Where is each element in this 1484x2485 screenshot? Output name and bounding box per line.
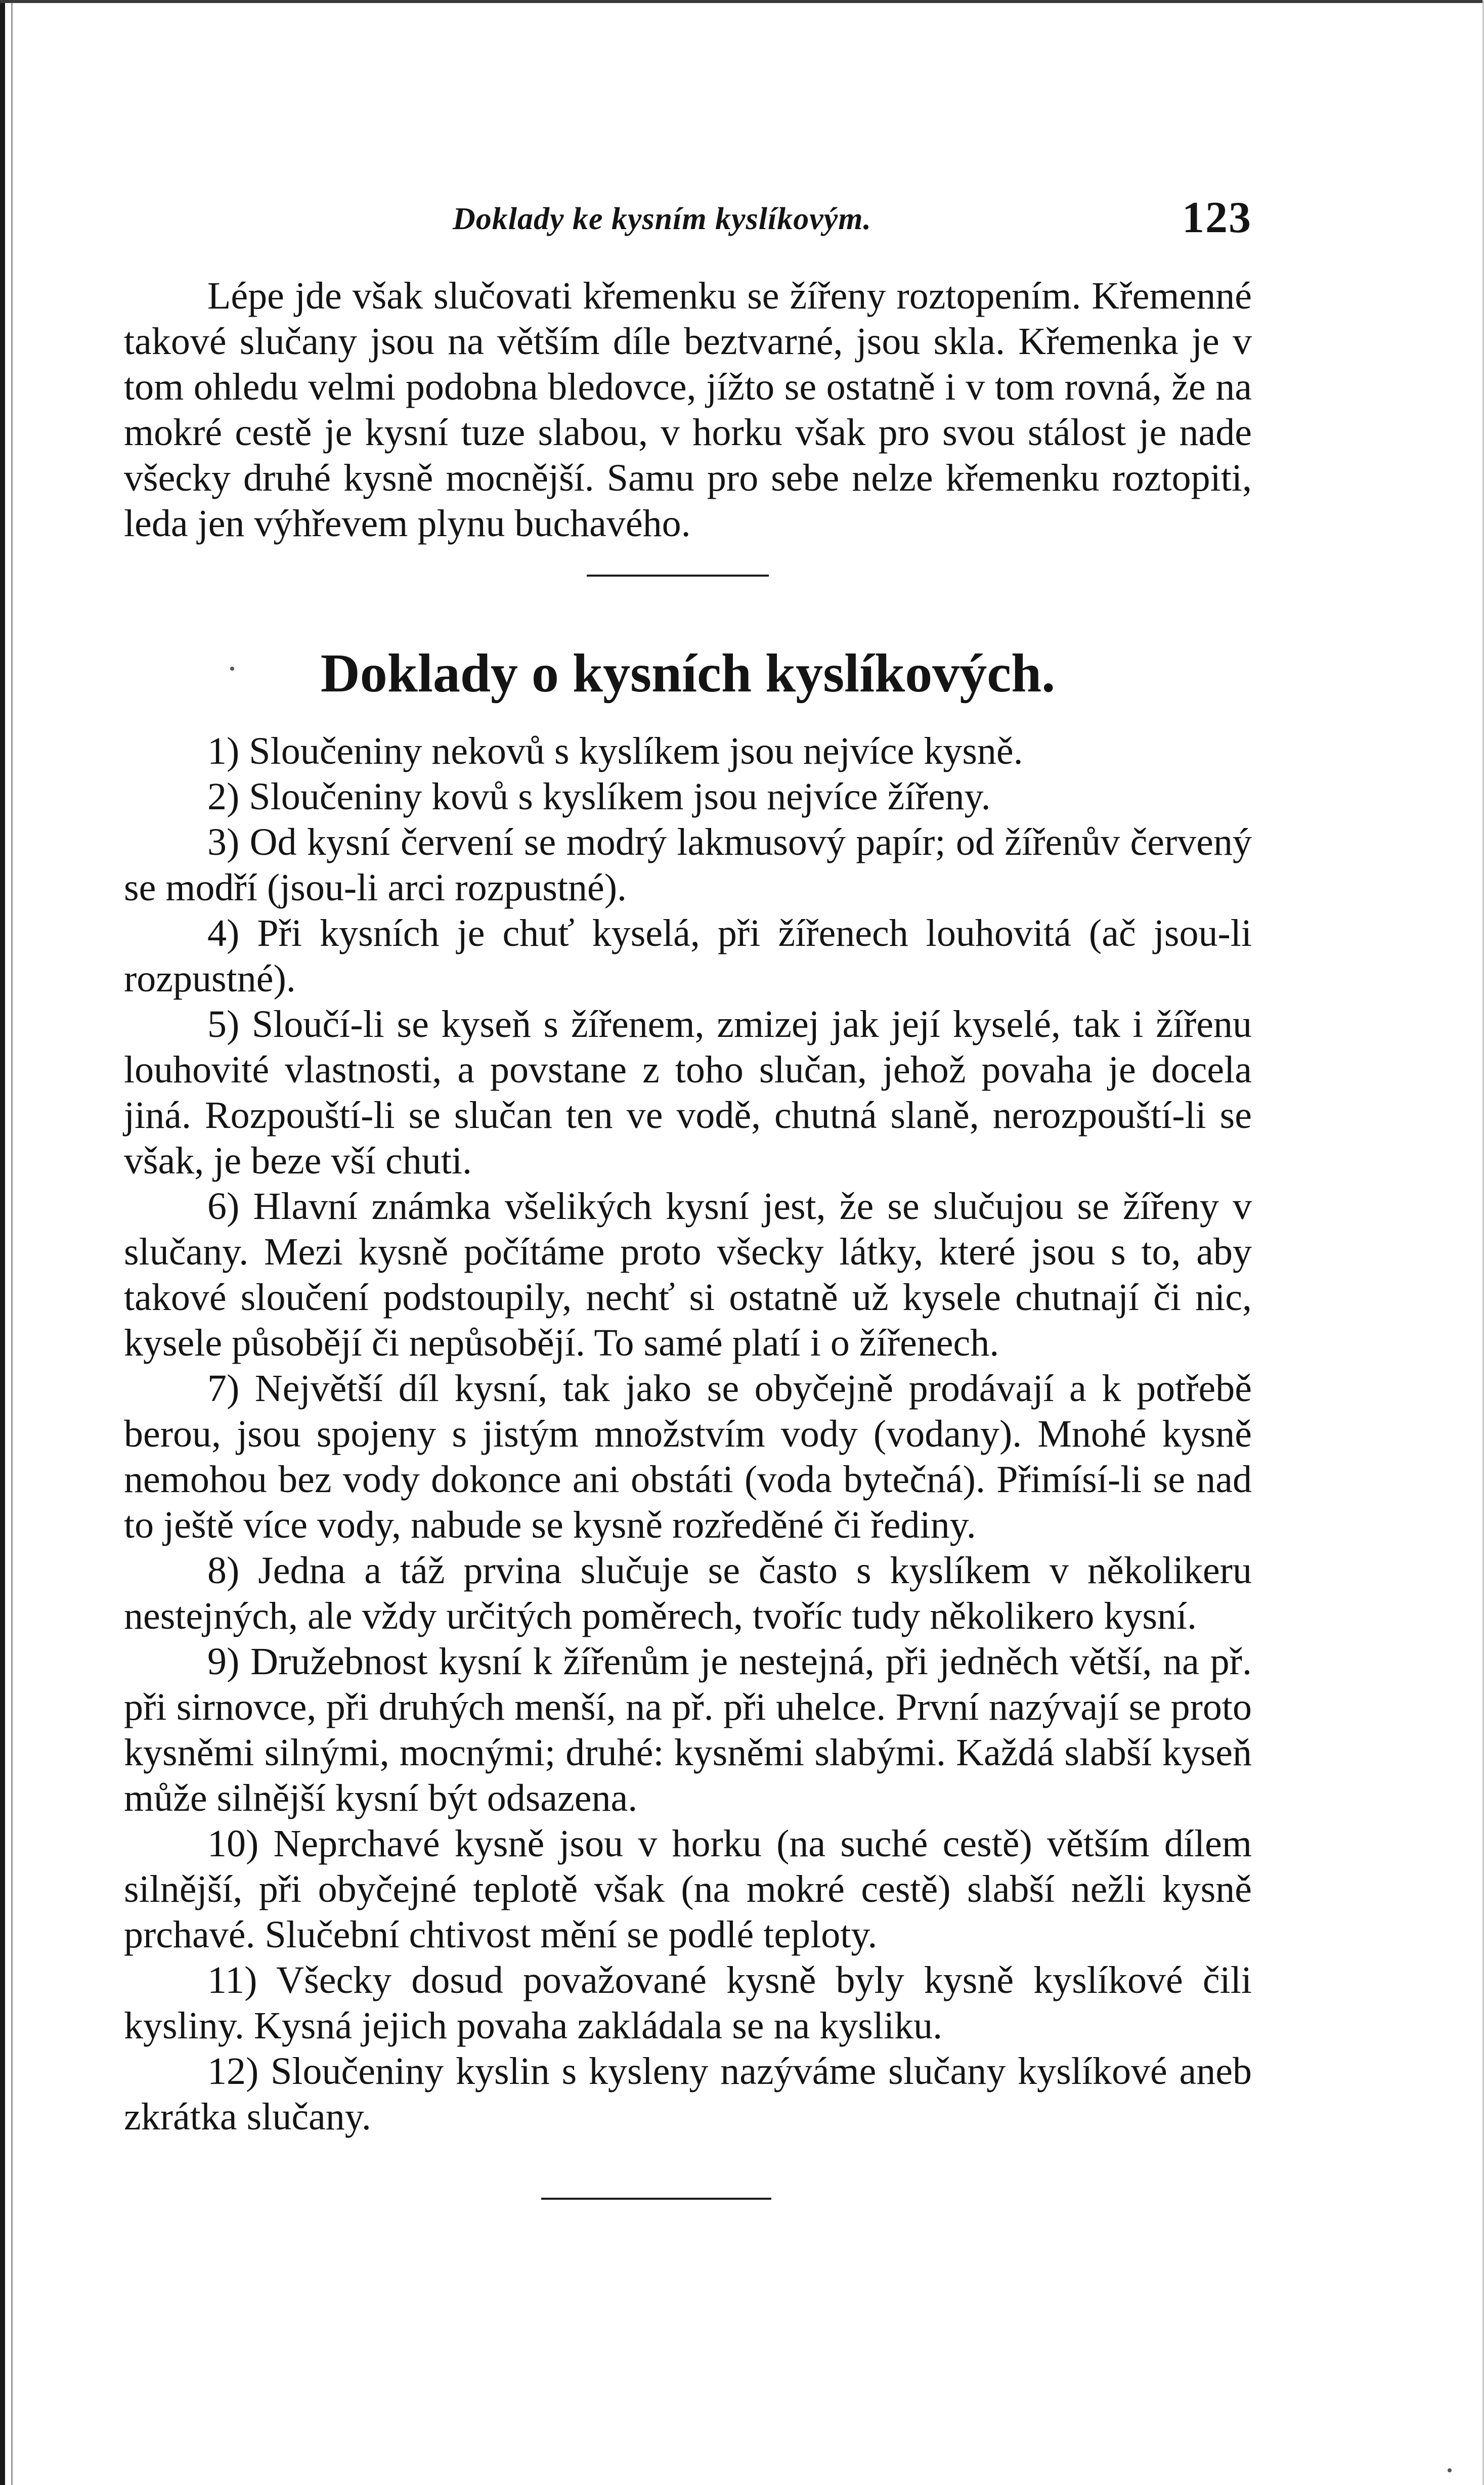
list-item-11: 11) Všecky dosud považované kysně byly kysně kyslíkové čili kysliny. Kysná jejich povaha zakládala se na kysliku. [124, 1959, 1252, 2047]
end-divider [541, 2198, 771, 2200]
scan-speck [230, 667, 234, 671]
running-head: Doklady ke kysním kyslíkovým. [453, 202, 871, 236]
list-item-4: 4) Při kysních je chuť kyselá, při žířenech louhovitá (ač jsou-li rozpustné). [124, 912, 1252, 1000]
numbered-list [124, 728, 1252, 2140]
list-item-7: 7) Největší díl kysní, tak jako se obyčejně prodávají a k potřebě berou, jsou spojeny s jistým množstvím vody (vodany). Mnohé kysně nemohou bez vody dokonce ani obstáti (voda bytečná). Přimísí-li se nad to ještě více vody, nabude se kysně rozředěné či řediny. [124, 1367, 1252, 1546]
page-number: 123 [1182, 193, 1252, 242]
section-heading: Doklady o kysních kyslíkových. [320, 643, 1056, 704]
scan-edge-shadow [11, 0, 13, 2485]
scan-edge-top [0, 0, 1484, 3]
list-item-12: 12) Sloučeniny kyslin s kysleny nazýváme slučany kyslíkové aneb zkrátka slučany. [124, 2050, 1252, 2138]
page-header [124, 192, 1252, 258]
list-item-5: 5) Sloučí-li se kyseň s žířenem, zmizej jak její kyselé, tak i žířenu louhovité vlastnosti, a povstane z toho slučan, jehož povaha je docela jiná. Rozpouští-li se slučan ten ve vodě, chutná slaně, nerozpouští-li se však, je beze vší chuti. [124, 1003, 1252, 1182]
list-item-8: 8) Jedna a táž prvina slučuje se často s kyslíkem v několikeru nestejných, ale vždy určitých poměrech, tvoříc tudy několikero kysní. [124, 1549, 1252, 1637]
list-item-1: 1) Sloučeniny nekovů s kyslíkem jsou nejvíce kysně. [207, 730, 1023, 772]
intro-section [124, 273, 1252, 546]
list-item-3: 3) Od kysní červení se modrý lakmusový papír; od žířenův červený se modří (jsou-li arci rozpustné). [124, 821, 1252, 909]
list-item-2: 2) Sloučeniny kovů s kyslíkem jsou nejvíce žířeny. [207, 775, 991, 818]
scan-edge-left [0, 0, 5, 2485]
section-divider [587, 575, 769, 577]
list-item-10: 10) Neprchavé kysně jsou v horku (na suché cestě) větším dílem silnější, při obyčejné teplotě však (na mokré cestě) slabší nežli kysně prchavé. Slučební chtivost mění se podlé teploty. [124, 1822, 1252, 1956]
intro-paragraph: Lépe jde však slučovati křemenku se žířeny roztopením. Křemenné takové slučany jsou na větším díle beztvarné, jsou skla. Křemenka je v tom ohledu velmi podobna bledovce, jížto se ostatně i v tom rovná, že na mokré cestě je kysní tuze slabou, v horku však pro svou stálost je nade všecky druhé kysně mocnější. Samu pro sebe nelze křemenku roztopiti, leda jen výhřevem plynu buchavého. [124, 275, 1252, 545]
scan-speck [1448, 2468, 1452, 2472]
list-item-9: 9) Družebnost kysní k žířenům je nestejná, při jedněch větší, na př. při sirnovce, při druhých menší, na př. při uhelce. První nazývají se proto kysněmi silnými, mocnými; druhé: kysněmi slabými. Každá slabší kyseň může silnější kysní být odsazena. [124, 1640, 1252, 1819]
list-item-6: 6) Hlavní známka všelikých kysní jest, že se slučujou se žířeny v slučany. Mezi kysně počítáme proto všecky látky, které jsou s to, aby takové sloučení podstoupily, nechť si ostatně už kysele chutnají či nic, kysele působějí či nepůsobějí. To samé platí i o žířenech. [124, 1185, 1252, 1364]
